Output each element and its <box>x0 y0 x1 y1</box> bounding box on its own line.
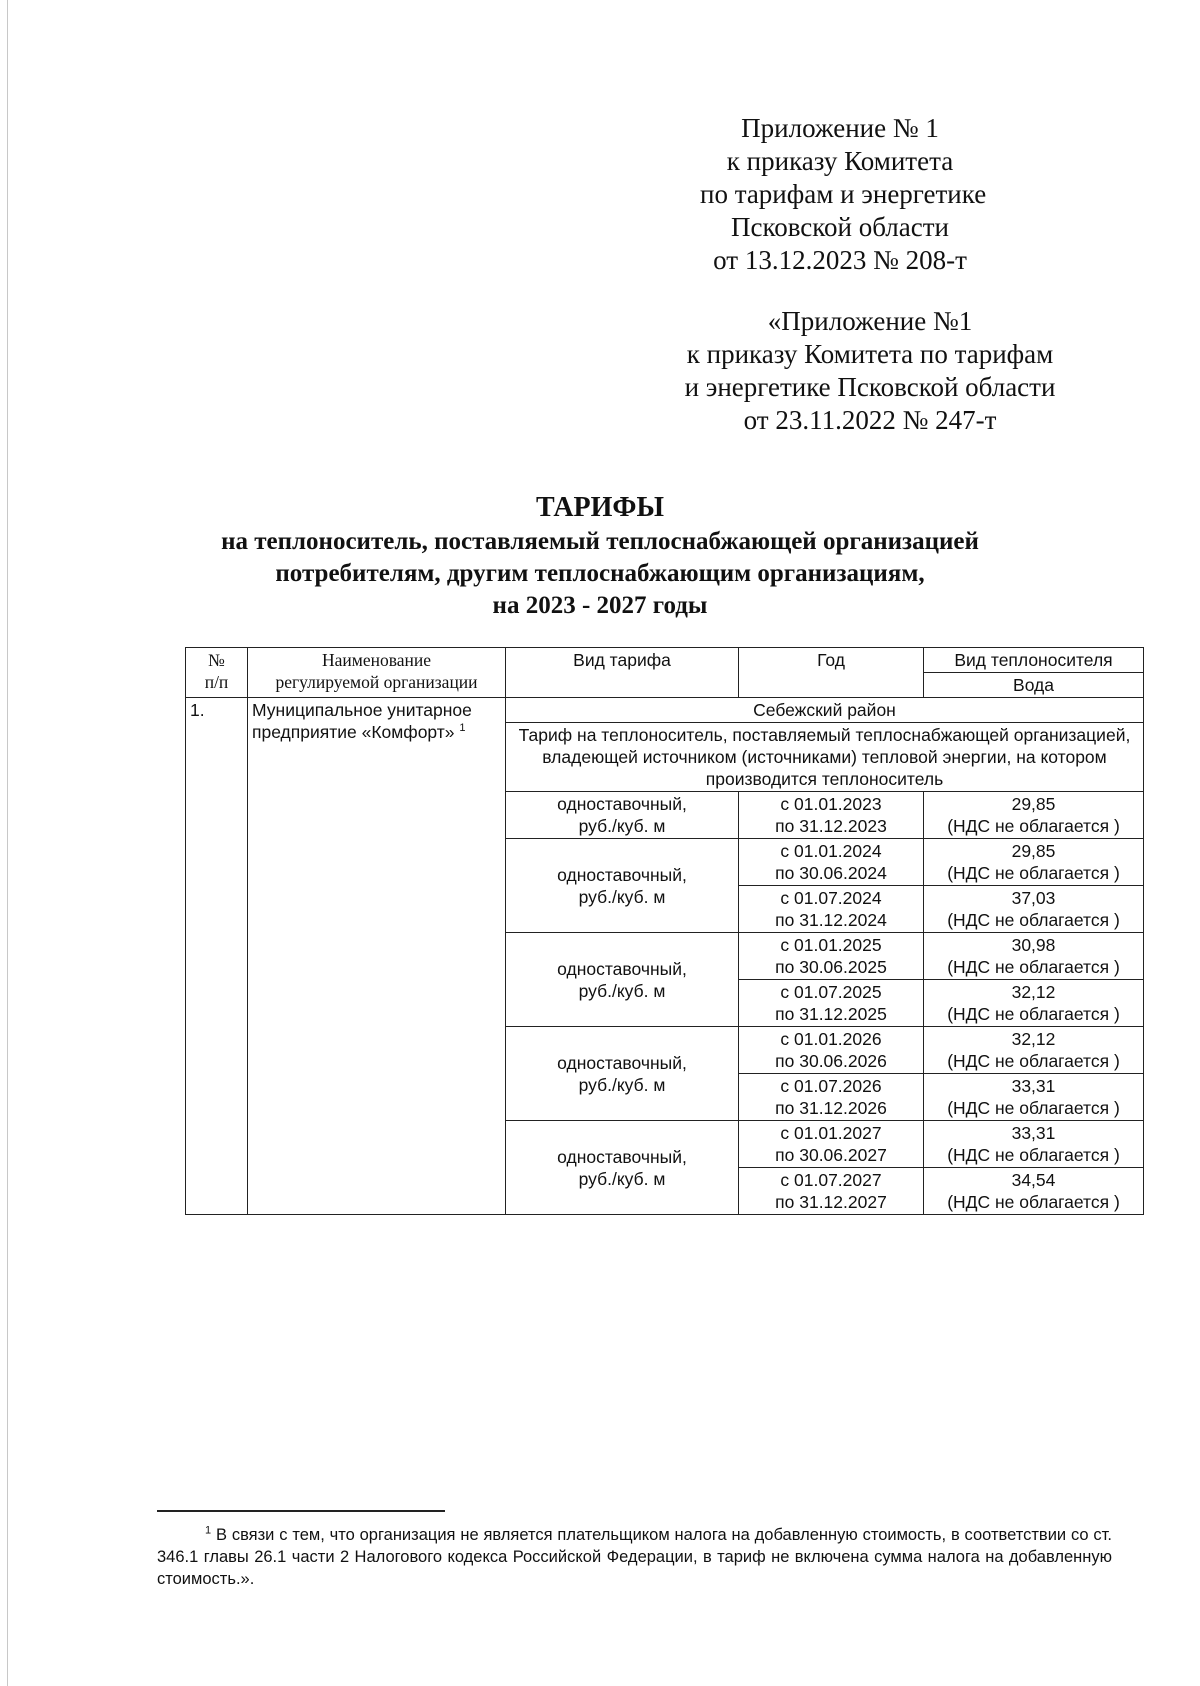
period-to: по 31.12.2024 <box>775 910 887 930</box>
tariff-value: 34,54 <box>1011 1170 1056 1190</box>
tariff-value-cell <box>924 1074 1144 1121</box>
scan-edge-line <box>7 0 8 1686</box>
vat-note: (НДС не облагается ) <box>947 1051 1120 1071</box>
period-cell <box>739 839 924 886</box>
period-from: с 01.07.2025 <box>780 982 882 1002</box>
appendix-current-line5: от 13.12.2023 № 208-т <box>713 245 967 275</box>
title-line4: на 2023 - 2027 годы <box>492 592 708 619</box>
tariff-value: 33,31 <box>1011 1123 1056 1143</box>
footnote-text: В связи с тем, что организация не является плательщиком налога на добавленную стоимость, в соответствии со ст. 346.1 главы 26.1 части 2 Налогового кодекса Российской Федерации, в тариф не включена сумма налога на добавленную стоимость.». <box>157 1526 1112 1588</box>
appendix-current-line2: к приказу Комитета <box>726 146 954 176</box>
tariff-type-line2: руб./куб. м <box>578 816 666 836</box>
appendix-current-line1: Приложение № 1 <box>741 113 939 143</box>
tariff-type-line2: руб./куб. м <box>578 1074 666 1095</box>
vat-note: (НДС не облагается ) <box>947 957 1120 977</box>
period-from: с 01.07.2024 <box>780 888 882 908</box>
appendix-previous-line1: «Приложение №1 <box>767 306 973 336</box>
organization-name: Муниципальное унитарное предприятие «Комфорт» <box>252 700 472 742</box>
tariff-type-line1: одноставочный, <box>557 864 687 885</box>
period-from: с 01.01.2024 <box>780 841 882 861</box>
tariff-value-cell <box>924 1121 1144 1168</box>
vat-note: (НДС не облагается ) <box>947 1098 1120 1118</box>
period-to: по 31.12.2023 <box>775 816 887 836</box>
vat-note: (НДС не облагается ) <box>947 1145 1120 1165</box>
header-organization-line1: Наименование <box>321 650 432 670</box>
footnote <box>157 1524 1112 1590</box>
appendix-current-line3: по тарифам и энергетике <box>700 179 987 209</box>
tariff-type-cell <box>506 839 739 933</box>
organization-footnote-mark: 1 <box>459 722 466 735</box>
period-from: с 01.01.2026 <box>780 1029 882 1049</box>
period-from: с 01.07.2027 <box>780 1170 882 1190</box>
period-to: по 30.06.2024 <box>775 863 887 883</box>
appendix-previous-line3: и энергетике Псковской области <box>684 372 1056 402</box>
appendix-current-line4: Псковской области <box>730 212 949 242</box>
period-cell <box>739 1121 924 1168</box>
header-number-line1: № <box>208 650 225 670</box>
tariff-type-line1: одноставочный, <box>557 1146 687 1167</box>
appendix-previous-line2: к приказу Комитета по тарифам <box>686 339 1054 369</box>
header-carrier-type: Вид теплоносителя <box>924 648 1144 673</box>
period-cell <box>739 933 924 980</box>
table-header-row <box>186 648 1144 673</box>
period-cell <box>739 1168 924 1215</box>
period-cell <box>739 1027 924 1074</box>
document-title <box>150 490 1050 622</box>
tariff-value-cell <box>924 839 1144 886</box>
vat-note: (НДС не облагается ) <box>947 1192 1120 1212</box>
title-line2: на теплоноситель, поставляемый теплоснабжающей организацией <box>221 528 979 555</box>
period-from: с 01.01.2027 <box>780 1123 882 1143</box>
header-number-line2: п/п <box>204 672 229 692</box>
tariff-value-cell <box>924 933 1144 980</box>
tariff-type-line2: руб./куб. м <box>578 1168 666 1189</box>
period-to: по 30.06.2025 <box>775 957 887 977</box>
period-to: по 30.06.2026 <box>775 1051 887 1071</box>
tariff-type-cell <box>506 1121 739 1215</box>
tariff-value: 29,85 <box>1011 841 1056 861</box>
footnote-divider <box>157 1510 445 1512</box>
period-to: по 30.06.2027 <box>775 1145 887 1165</box>
period-from: с 01.01.2023 <box>780 794 882 814</box>
tariff-type-line2: руб./куб. м <box>578 886 666 907</box>
district-cell: Себежский район <box>506 698 1144 723</box>
tariff-type-cell <box>506 933 739 1027</box>
period-cell <box>739 792 924 839</box>
vat-note: (НДС не облагается ) <box>947 863 1120 883</box>
header-organization-line2: регулируемой организации <box>275 672 478 692</box>
header-number <box>186 648 248 698</box>
tariff-value-cell <box>924 1168 1144 1215</box>
header-carrier-water: Вода <box>924 673 1144 698</box>
tariff-value: 30,98 <box>1011 935 1056 955</box>
vat-note: (НДС не облагается ) <box>947 1004 1120 1024</box>
row-number: 1. <box>186 698 248 1215</box>
footnote-mark: 1 <box>205 1524 212 1537</box>
tariff-type-cell <box>506 792 739 839</box>
period-from: с 01.01.2025 <box>780 935 882 955</box>
appendix-current-header <box>700 112 987 277</box>
appendix-previous-line4: от 23.11.2022 № 247-т <box>743 405 997 435</box>
tariff-value: 32,12 <box>1011 1029 1056 1049</box>
period-to: по 31.12.2025 <box>775 1004 887 1024</box>
tariff-table <box>185 647 1144 1215</box>
tariff-description-cell: Тариф на теплоноситель, поставляемый теплоснабжающей организацией, владеющей источником (источниками) тепловой энергии, на котором производится теплоноситель <box>506 723 1144 792</box>
tariff-value: 32,12 <box>1011 982 1056 1002</box>
vat-note: (НДС не облагается ) <box>947 910 1120 930</box>
vat-note: (НДС не облагается ) <box>947 816 1120 836</box>
tariff-type-line2: руб./куб. м <box>578 980 666 1001</box>
tariff-value: 33,31 <box>1011 1076 1056 1096</box>
tariff-value-cell <box>924 980 1144 1027</box>
title-line3: потребителям, другим теплоснабжающим организациям, <box>275 560 925 587</box>
tariff-value-cell <box>924 886 1144 933</box>
period-cell <box>739 980 924 1027</box>
tariff-type-line1: одноставочный, <box>557 1052 687 1073</box>
period-cell <box>739 1074 924 1121</box>
appendix-previous-header <box>660 305 1080 437</box>
period-from: с 01.07.2026 <box>780 1076 882 1096</box>
table-row <box>186 698 1144 723</box>
title-main: ТАРИФЫ <box>536 492 664 523</box>
tariff-value: 29,85 <box>1011 794 1056 814</box>
period-to: по 31.12.2027 <box>775 1192 887 1212</box>
header-tariff-type: Вид тарифа <box>506 648 739 698</box>
header-year: Год <box>739 648 924 698</box>
header-organization <box>248 648 506 698</box>
tariff-type-cell <box>506 1027 739 1121</box>
tariff-value: 37,03 <box>1011 888 1056 908</box>
tariff-value-cell <box>924 1027 1144 1074</box>
period-to: по 31.12.2026 <box>775 1098 887 1118</box>
tariff-type-line1: одноставочный, <box>557 958 687 979</box>
tariff-type-line1: одноставочный, <box>557 794 687 814</box>
tariff-value-cell <box>924 792 1144 839</box>
organization-cell <box>248 698 506 1215</box>
period-cell <box>739 886 924 933</box>
